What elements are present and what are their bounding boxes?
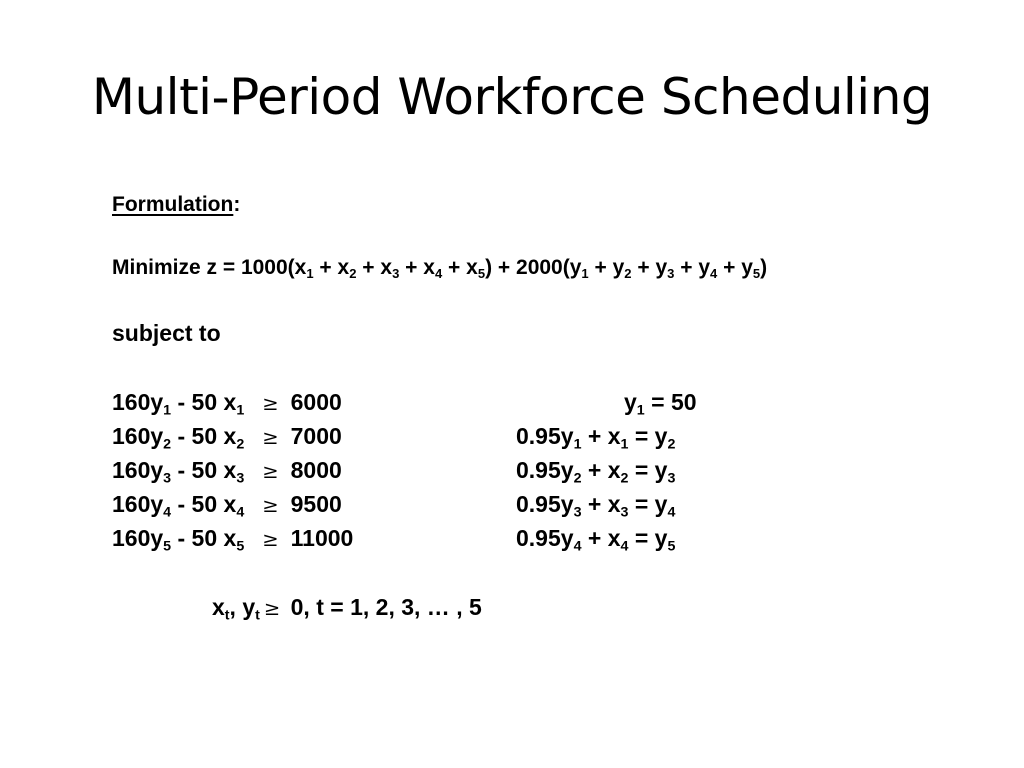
nonneg-tail: 0, t = 1, 2, 3, … , 5 (284, 594, 482, 620)
nonneg-x: x (212, 594, 225, 620)
objective-y-index: 4 (710, 265, 718, 281)
slide-title: Multi-Period Workforce Scheduling (91, 68, 933, 126)
balance-constraint (516, 455, 675, 485)
initial-var: y (624, 389, 637, 415)
balance-term: + x (581, 423, 621, 449)
ge-symbol: ≥ (262, 426, 279, 449)
objective-suffix: ) (760, 256, 768, 279)
ge-symbol: ≥ (263, 597, 281, 620)
capacity-constraint (112, 489, 342, 521)
objective-y-var: y (612, 256, 625, 279)
balance-index: 4 (573, 538, 582, 555)
objective-x-index: 4 (434, 265, 443, 281)
initial-staff-constraint (624, 387, 697, 417)
objective-y-var: y (741, 256, 753, 279)
objective-x-var: x (380, 256, 393, 279)
balance-term: 0.95y (516, 457, 574, 483)
constraint-index: 2 (236, 436, 245, 453)
nonneg-y: y (242, 594, 256, 620)
balance-term: 0.95y (516, 423, 574, 449)
balance-index: 1 (620, 436, 629, 453)
ge-symbol: ≥ (262, 460, 279, 483)
ge-symbol: ≥ (262, 392, 279, 415)
constraint-index: 4 (163, 504, 172, 521)
objective-plus: + (674, 256, 699, 279)
constraint-rhs: 9500 (290, 491, 342, 517)
balance-constraint (516, 489, 675, 519)
initial-index: 1 (636, 402, 645, 419)
ge-symbol: ≥ (262, 494, 279, 517)
ge-symbol: ≥ (262, 528, 279, 551)
formulation-heading-colon: : (233, 193, 241, 216)
constraint-index: 1 (163, 402, 172, 419)
constraint-index: 2 (163, 436, 172, 453)
balance-term: + x (581, 525, 621, 551)
constraint-mid: - 50 x (171, 525, 237, 551)
balance-index: 2 (667, 436, 676, 453)
objective-x-var: x (337, 256, 350, 279)
initial-eq: = 50 (644, 389, 697, 415)
constraint-index: 3 (236, 470, 245, 487)
constraint-rhs: 6000 (290, 389, 342, 415)
balance-index: 4 (620, 538, 629, 555)
constraint-index: 1 (236, 402, 245, 419)
objective-y-index: 2 (624, 265, 632, 281)
constraint-index: 4 (236, 504, 245, 521)
objective-x-var: x (466, 256, 478, 279)
balance-index: 4 (667, 504, 676, 521)
balance-term: 0.95y (516, 491, 574, 517)
objective-x-var: x (294, 256, 307, 279)
constraint-rhs: 8000 (290, 457, 342, 483)
nonneg-index: t (224, 607, 230, 624)
balance-term: = y (628, 423, 668, 449)
objective-y-var: y (655, 256, 668, 279)
objective-plus: + (588, 256, 613, 279)
balance-term: = y (628, 525, 668, 551)
objective-x-var: x (423, 256, 435, 279)
constraint-coef: 160y (112, 389, 164, 415)
capacity-constraint (112, 421, 342, 453)
balance-term: + x (581, 457, 621, 483)
objective-x-index: 1 (306, 265, 314, 281)
balance-index: 5 (667, 538, 676, 555)
balance-index: 2 (573, 470, 582, 487)
objective-y-index: 1 (581, 265, 589, 281)
balance-constraint (516, 421, 675, 451)
objective-y-index: 5 (752, 265, 761, 281)
constraint-mid: - 50 x (171, 491, 237, 517)
objective-plus: + (313, 256, 338, 279)
subject-to-label: subject to (112, 320, 221, 346)
constraint-mid: - 50 x (171, 457, 237, 483)
objective-x-index: 5 (477, 265, 486, 281)
objective-plus: + (399, 256, 424, 279)
objective-plus: + (356, 256, 381, 279)
nonneg-comma: , (229, 594, 243, 620)
objective-function (112, 253, 767, 283)
balance-term: + x (581, 491, 621, 517)
capacity-constraint (112, 387, 342, 419)
constraint-rhs: 11000 (290, 525, 354, 551)
constraint-coef: 160y (112, 525, 164, 551)
capacity-constraint (112, 455, 342, 487)
balance-term: = y (628, 457, 668, 483)
balance-index: 3 (667, 470, 676, 487)
capacity-constraint (112, 523, 353, 555)
balance-constraint (516, 523, 675, 553)
formulation-heading-text: Formulation (112, 193, 234, 216)
constraint-coef: 160y (112, 423, 164, 449)
objective-plus: + (717, 256, 742, 279)
objective-x-index: 2 (349, 265, 357, 281)
constraint-index: 5 (163, 538, 172, 555)
constraint-mid: - 50 x (171, 423, 237, 449)
constraint-coef: 160y (112, 491, 164, 517)
objective-x-index: 3 (392, 265, 400, 281)
objective-y-index: 3 (667, 265, 675, 281)
nonneg-index: t (255, 607, 260, 624)
formulation-heading (112, 190, 240, 220)
balance-index: 3 (573, 504, 582, 521)
balance-term: = y (628, 491, 668, 517)
objective-y-var: y (698, 256, 711, 279)
nonnegativity-constraint (212, 592, 482, 624)
balance-index: 2 (620, 470, 629, 487)
constraint-index: 3 (163, 470, 172, 487)
balance-index: 3 (620, 504, 629, 521)
objective-mid: ) + 2000( (485, 256, 570, 279)
constraint-index: 5 (236, 538, 245, 555)
objective-y-var: y (569, 256, 582, 279)
constraint-rhs: 7000 (290, 423, 342, 449)
objective-plus: + (631, 256, 656, 279)
objective-prefix: Minimize z = 1000( (112, 256, 295, 279)
objective-plus: + (442, 256, 467, 279)
constraint-coef: 160y (112, 457, 164, 483)
balance-term: 0.95y (516, 525, 574, 551)
constraint-mid: - 50 x (171, 389, 237, 415)
balance-index: 1 (573, 436, 582, 453)
